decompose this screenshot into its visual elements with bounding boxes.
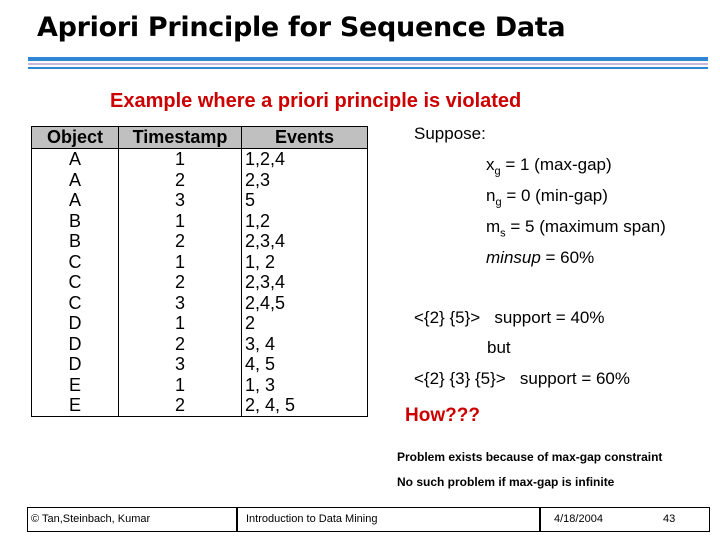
- cell-timestamp: 2: [119, 231, 242, 252]
- cell-timestamp: 1: [119, 211, 242, 232]
- table-row: [32, 395, 368, 416]
- table-row: [32, 334, 368, 355]
- title-underline-bottom: [28, 67, 708, 69]
- header-timestamp: Timestamp: [119, 127, 242, 149]
- cell-timestamp: 1: [119, 252, 242, 273]
- cell-events: 2,3,4: [242, 231, 368, 252]
- max-span-subscript: s: [500, 227, 506, 240]
- min-gap-symbol: n: [486, 186, 496, 205]
- slide-title: Apriori Principle for Sequence Data: [37, 12, 566, 43]
- min-gap-subscript: g: [495, 196, 502, 209]
- example-sequence-2: <{2} {3} {5}> support = 60%: [414, 369, 631, 388]
- max-span-value: = 5 (maximum span): [505, 217, 666, 236]
- note-max-gap: Problem exists because of max-gap constraint: [397, 450, 663, 464]
- max-span-symbol: m: [486, 217, 501, 236]
- table-row: [32, 190, 368, 211]
- slide-subtitle: Example where a priori principle is violated: [110, 90, 522, 112]
- cell-object: D: [32, 354, 119, 375]
- cell-timestamp: 2: [119, 170, 242, 191]
- header-events: Events: [242, 127, 368, 149]
- footer-page-number: 43: [663, 513, 676, 525]
- cell-object: A: [32, 170, 119, 191]
- max-span-line: [486, 217, 666, 239]
- cell-timestamp: 1: [119, 313, 242, 334]
- minsup-label: minsup: [486, 248, 541, 267]
- cell-timestamp: 3: [119, 293, 242, 314]
- cell-timestamp: 3: [119, 190, 242, 211]
- table-row: [32, 313, 368, 334]
- cell-timestamp: 2: [119, 395, 242, 416]
- cell-events: 2: [242, 313, 368, 334]
- table-row: [32, 211, 368, 232]
- header-object: Object: [32, 127, 119, 149]
- max-gap-symbol: x: [486, 155, 495, 174]
- note-infinite: No such problem if max-gap is infinite: [397, 475, 615, 489]
- footer-date: 4/18/2004: [554, 513, 603, 525]
- footer-course: Introduction to Data Mining: [237, 507, 540, 532]
- table-row: [32, 252, 368, 273]
- max-gap-value: = 1 (max-gap): [500, 155, 612, 174]
- cell-events: 5: [242, 190, 368, 211]
- cell-events: 4, 5: [242, 354, 368, 375]
- cell-object: D: [32, 313, 119, 334]
- max-gap-subscript: g: [494, 165, 501, 178]
- cell-object: D: [32, 334, 119, 355]
- cell-object: A: [32, 149, 119, 170]
- footer-right: [540, 507, 710, 532]
- table-header-row: [32, 127, 368, 149]
- title-underline: [28, 57, 708, 61]
- cell-events: 3, 4: [242, 334, 368, 355]
- table-row: [32, 231, 368, 252]
- table-row: [32, 272, 368, 293]
- cell-object: E: [32, 375, 119, 396]
- min-gap-value: = 0 (min-gap): [501, 186, 608, 205]
- but-label: but: [487, 338, 511, 357]
- cell-timestamp: 2: [119, 334, 242, 355]
- table-row: [32, 293, 368, 314]
- max-gap-line: [486, 155, 612, 177]
- minsup-line: [486, 248, 594, 268]
- table-row: [32, 170, 368, 191]
- title-underline-mid: [28, 63, 708, 65]
- cell-timestamp: 1: [119, 375, 242, 396]
- cell-events: 1,2: [242, 211, 368, 232]
- table-row: [32, 375, 368, 396]
- footer-authors: © Tan,Steinbach, Kumar: [27, 507, 237, 532]
- cell-events: 1,2,4: [242, 149, 368, 170]
- example-sequence-1: <{2} {5}> support = 40%: [414, 308, 605, 327]
- sequence-table: [31, 126, 368, 417]
- min-gap-line: [486, 186, 608, 208]
- cell-object: E: [32, 395, 119, 416]
- how-question: How???: [405, 405, 480, 426]
- cell-object: B: [32, 231, 119, 252]
- table-row: [32, 354, 368, 375]
- cell-events: 1, 2: [242, 252, 368, 273]
- table-row: [32, 149, 368, 170]
- cell-events: 2,3: [242, 170, 368, 191]
- cell-object: C: [32, 252, 119, 273]
- cell-object: C: [32, 293, 119, 314]
- cell-events: 2, 4, 5: [242, 395, 368, 416]
- cell-object: A: [32, 190, 119, 211]
- cell-events: 2,4,5: [242, 293, 368, 314]
- suppose-label: Suppose:: [414, 124, 486, 143]
- cell-events: 1, 3: [242, 375, 368, 396]
- cell-object: B: [32, 211, 119, 232]
- minsup-value: = 60%: [540, 248, 595, 267]
- cell-timestamp: 3: [119, 354, 242, 375]
- cell-timestamp: 2: [119, 272, 242, 293]
- cell-timestamp: 1: [119, 149, 242, 170]
- cell-events: 2,3,4: [242, 272, 368, 293]
- cell-object: C: [32, 272, 119, 293]
